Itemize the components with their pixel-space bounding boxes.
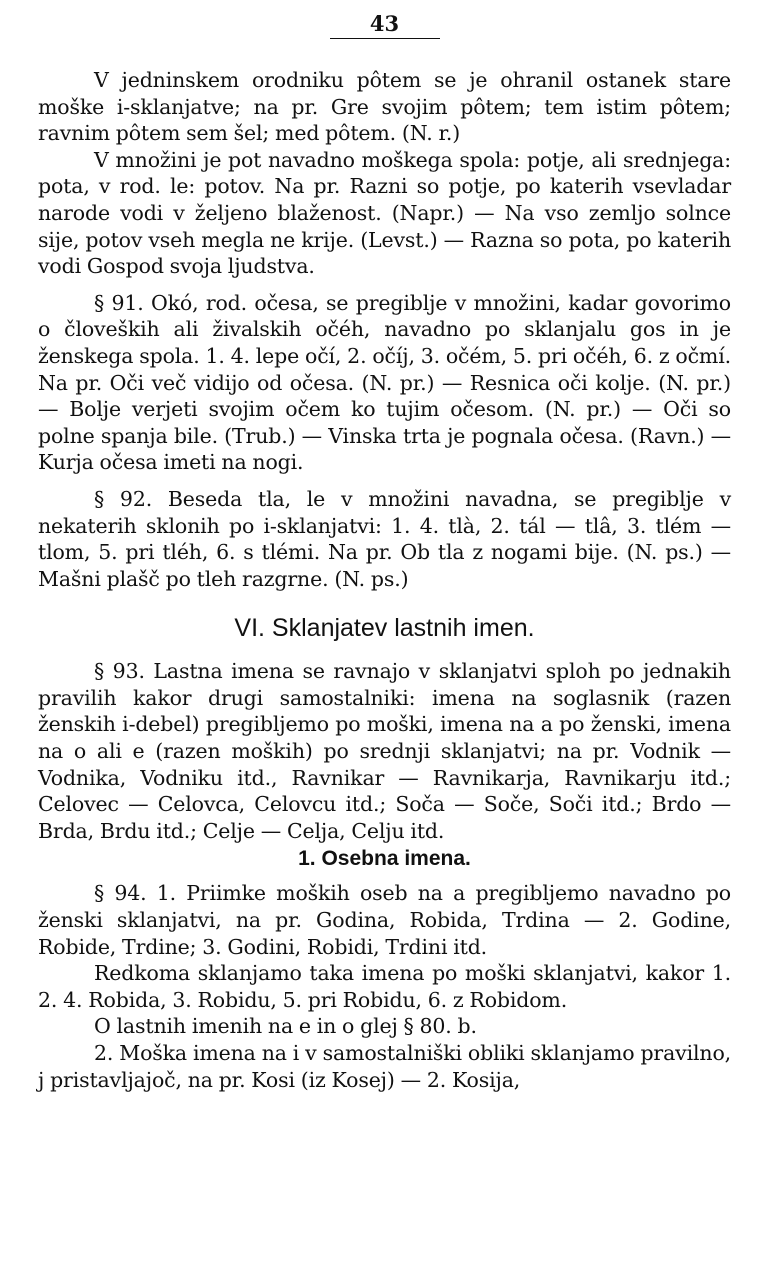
section-heading-osebna-imena: 1. Osebna imena. xyxy=(298,847,471,871)
paragraph-section-93: § 93. Lastna imena se ravnajo v sklanjatvi sploh po jednakih pravilih kakor drugi samostalniki: imena na soglasnik (razen ženskih i-debel) pregibljemo po moški, imena na a po ženski, imena na o ali e (razen moških) po srednji sklanjatvi; na pr. Vodnik — Vodnika, Vodniku itd., Ravnikar — Ravnikarja, Ravnikarju itd.; Celovec — Celovca, Celovcu itd.; Soča — Soče, Soči itd.; Brdo — Brda, Brdu itd.; Celje — Celja, Celju itd. xyxy=(38,659,731,843)
page-number-rule xyxy=(330,38,440,39)
paragraph-section-91: § 91. Okó, rod. očesa, se pregiblje v množini, kadar govorimo o človeških ali živalskih očéh, navadno po sklanjalu gos in je ženskega spola. 1. 4. lepe očí, 2. očíj, 3. očém, 5. pri očéh, 6. z očmí. Na pr. Oči več vidijo od očesa. (N. pr.) — Resnica oči kolje. (N. pr.) — Bolje verjeti svojim očem ko tujim očesom. (N. pr.) — Oči so polne spanja bile. (Trub.) — Vinska trta je pognala očesa. (Ravn.) — Kurja očesa imeti na nogi. xyxy=(38,290,731,475)
paragraph-section-92: § 92. Beseda tla, le v množini navadna, se pregiblje v nekaterih sklonih po i-sklanjatvi: 1. 4. tlà, 2. tál — tlâ, 3. tlém — tlom, 5. pri tléh, 6. s tlémi. Na pr. Ob tla z nogami bije. (N. ps.) — Mašni plašč po tleh razgrne. (N. ps.) xyxy=(38,486,731,591)
chapter-heading: VI. Sklanjatev lastnih imen. xyxy=(234,614,535,643)
paragraph-moska-imena: 2. Moška imena na i v samostalniški obliki sklanjamo pravilno, j pristavljajoč, na pr. Kosi (iz Kosej) — 2. Kosija, xyxy=(38,1041,731,1092)
paragraph-mnozina-pot: V množini je pot navadno moškega spola: potje, ali srednjega: pota, v rod. le: potov. Na pr. Razni so potje, po katerih vsevladar narode vodi v željeno blaženost. (Napr.) — Na vso zemljo solnce sije, potov vseh megla ne krije. (Levst.) — Razna so pota, po katerih vodi Gospod svoja ljudstva. xyxy=(38,147,731,279)
paragraph-orodnik: V jedninskem orodniku pôtem se je ohranil ostanek stare moške i-sklanjatve; na pr. Gre svojim pôtem; tem istim pôtem; ravnim pôtem sem šel; med pôtem. (N. r.) xyxy=(38,68,731,146)
paragraph-section-94: § 94. 1. Priimke moških oseb na a pregibljemo navadno po ženski sklanjatvi, na pr. Godina, Robida, Trdina — 2. Godine, Robide, Trdine; 3. Godini, Robidi, Trdini itd. xyxy=(38,881,731,959)
paragraph-redkoma: Redkoma sklanjamo taka imena po moški sklanjatvi, kakor 1. 2. 4. Robida, 3. Robidu, 5. pri Robidu, 6. z Robidom. xyxy=(38,961,731,1012)
page-number: 43 xyxy=(369,11,400,36)
paragraph-cross-reference: O lastnih imenih na e in o glej § 80. b. xyxy=(94,1014,477,1039)
